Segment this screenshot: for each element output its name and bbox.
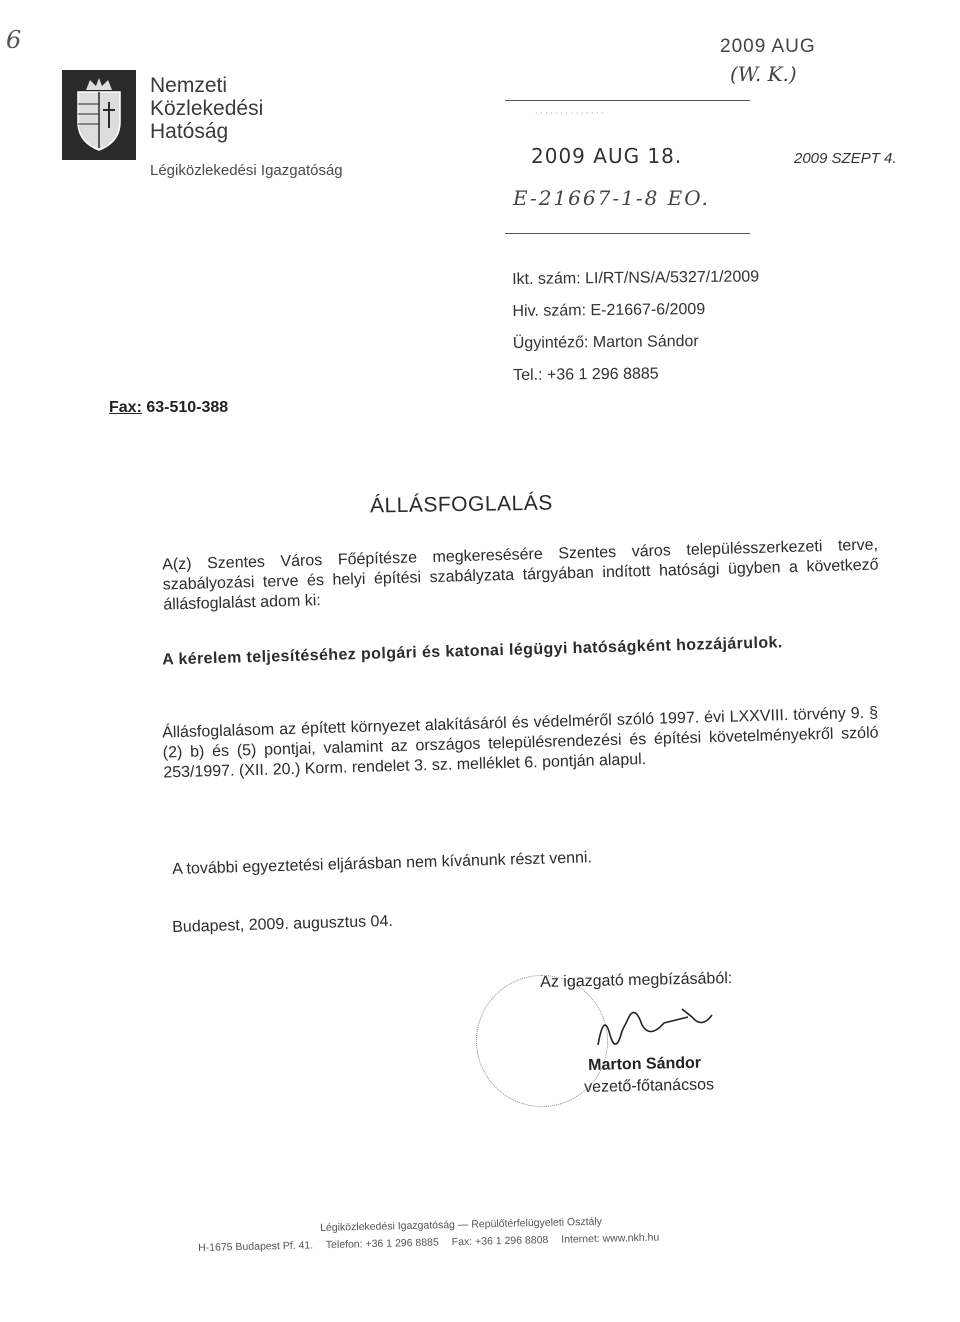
footer-department: Légiközlekedési Igazgatóság — Repülőtérfelügyeleti Osztály	[320, 1215, 603, 1234]
place-and-date: Budapest, 2009. augusztus 04.	[172, 912, 394, 936]
on-behalf-label: Az igazgató megbízásából:	[540, 969, 733, 991]
inbox-stamp-date: 2009 AUG 18.	[531, 144, 683, 168]
phone-number: Tel.: +36 1 296 8885	[513, 365, 659, 384]
org-name-line-2: Közlekedési	[150, 97, 264, 120]
signature-scribble-icon	[590, 1005, 720, 1062]
inbox-stamp-number: E-21667-1-8 EO.	[513, 186, 710, 210]
organization-name	[150, 74, 263, 143]
paragraph-request: A(z) Szentes Város Főépítésze megkeresésére Szentes város településszerkezeti terve, szabályozási terve és helyi építési szabályzata tárgyában indított hatósági ügyben a következő állásfoglalást adom ki:	[162, 536, 879, 614]
inbox-stamp	[505, 100, 750, 234]
filing-number: Ikt. szám: LI/RT/NS/A/5327/1/2009	[512, 268, 760, 288]
received-date-stamp: 2009 AUG	[720, 36, 816, 57]
stamp-faded-text: · · · · · · · · · · · · · ·	[535, 109, 604, 118]
directorate-name: Légiközlekedési Igazgatóság	[150, 162, 343, 179]
footer-fax: Fax: +36 1 296 8808	[451, 1234, 549, 1249]
org-name-line-1: Nemzeti	[150, 74, 228, 97]
reference-number: Hiv. szám: E-21667-6/2009	[512, 300, 706, 320]
signer-title: vezető-főtanácsos	[584, 1076, 715, 1096]
fax-label: Fax:	[109, 399, 142, 416]
paragraph-decision: A kérelem teljesítéséhez polgári és katonai légügyi hatóságként hozzájárulok.	[162, 634, 783, 669]
fax-line	[109, 399, 228, 417]
paragraph-legal-basis: Állásfoglalásom az épített környezet alakításáról és védelméről szóló 1997. évi LXXVIII. törvény 9. § (2) b) és (5) pontjai, valamint az országos településrendezési és építési követelményekről szóló 253/1997. (XII. 20.) Korm. rendelet 3. sz. melléklet 6. pontján alapul.	[162, 704, 879, 782]
document-title: ÁLLÁSFOGLALÁS	[369, 491, 553, 518]
received-stamp-second: 2009 SZEPT 4.	[794, 150, 897, 167]
paragraph-further-procedure: A további egyeztetési eljárásban nem kívánunk részt venni.	[172, 849, 593, 878]
fax-number: 63-510-388	[146, 399, 229, 416]
footer-phone: Telefon: +36 1 296 8885	[325, 1236, 439, 1252]
footer-address: H-1675 Budapest Pf. 41.	[198, 1239, 314, 1254]
footer-contacts	[198, 1231, 669, 1254]
coat-of-arms-icon	[62, 70, 136, 160]
signer-name: Marton Sándor	[588, 1054, 702, 1074]
handwritten-note: (W. K.)	[730, 62, 797, 86]
footer-internet: Internet: www.nkh.hu	[561, 1231, 660, 1246]
org-name-line-3: Hatóság	[150, 120, 229, 143]
reference-block	[512, 261, 760, 392]
case-officer: Ügyintéző: Marton Sándor	[512, 333, 699, 352]
corner-handwritten-mark: 6	[6, 26, 22, 54]
